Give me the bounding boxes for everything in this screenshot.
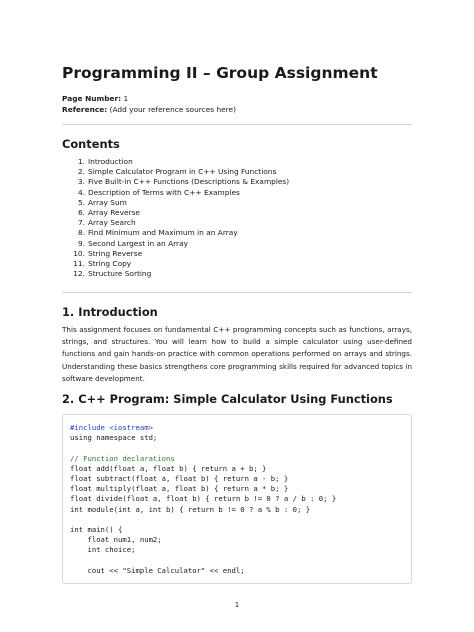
divider <box>62 292 412 293</box>
toc-item[interactable]: 6. Array Reverse <box>77 208 140 218</box>
toc-item[interactable]: 7. Array Search <box>77 218 136 228</box>
table-of-contents <box>72 157 289 279</box>
document-meta <box>62 93 236 115</box>
contents-heading: Contents <box>62 137 120 151</box>
page-number-line <box>62 93 236 104</box>
toc-item[interactable]: 1. Introduction <box>77 157 133 166</box>
code-text: #include <iostream> using namespace std; // Function declarations float add(float a, float b) { return a + b; } float subtract(float a, float b) { return a - b; } float multiply(float a, float b) { return a * b; } float divide(float a, float b) { return b != 0 ? a / b : 0; } int module(int a, int b) { return b != 0 ? a % b : 0; } int main() { float num1, num2; int choice; cout << "Simple Calculator" << endl; <box>70 423 337 575</box>
page-footer-number: 1 <box>234 600 240 609</box>
divider <box>62 124 412 125</box>
toc-item[interactable]: 4. Description of Terms with C++ Examples <box>77 187 240 197</box>
document-title: Programming II – Group Assignment <box>62 64 378 82</box>
reference-line <box>62 104 236 115</box>
toc-item[interactable]: 8. Find Minimum and Maximum in an Array <box>77 228 238 238</box>
calculator-heading: 2. C++ Program: Simple Calculator Using Functions <box>62 392 393 406</box>
toc-item[interactable]: 3. Five Built-in C++ Functions (Descriptions & Examples) <box>77 177 290 187</box>
toc-item[interactable]: 11. String Copy <box>73 259 132 269</box>
introduction-heading: 1. Introduction <box>62 305 158 319</box>
toc-item[interactable]: 2. Simple Calculator Program in C++ Using Functions <box>77 167 277 177</box>
code-block <box>62 414 412 584</box>
toc-item[interactable]: 5. Array Sum <box>77 197 127 207</box>
page-number-label: Page Number: <box>62 94 122 103</box>
toc-item[interactable]: 12. Structure Sorting <box>73 269 152 279</box>
introduction-paragraph: This assignment focuses on fundamental C++ programming concepts such as functions, arrays, strings, and structures. You will learn how to build a simple calculator using user-defined functions and gain hands-on practice with common operations performed on arrays and strings. Understanding these basics strengthens core programming skills required for advanced topics in software development. <box>62 325 412 383</box>
toc-item[interactable]: 10. String Reverse <box>73 248 143 258</box>
reference-label: Reference: <box>62 105 108 114</box>
page-number-value: 1 <box>123 94 129 103</box>
toc-item[interactable]: 9. Second Largest in an Array <box>77 238 188 248</box>
reference-value: (Add your reference sources here) <box>109 105 236 114</box>
